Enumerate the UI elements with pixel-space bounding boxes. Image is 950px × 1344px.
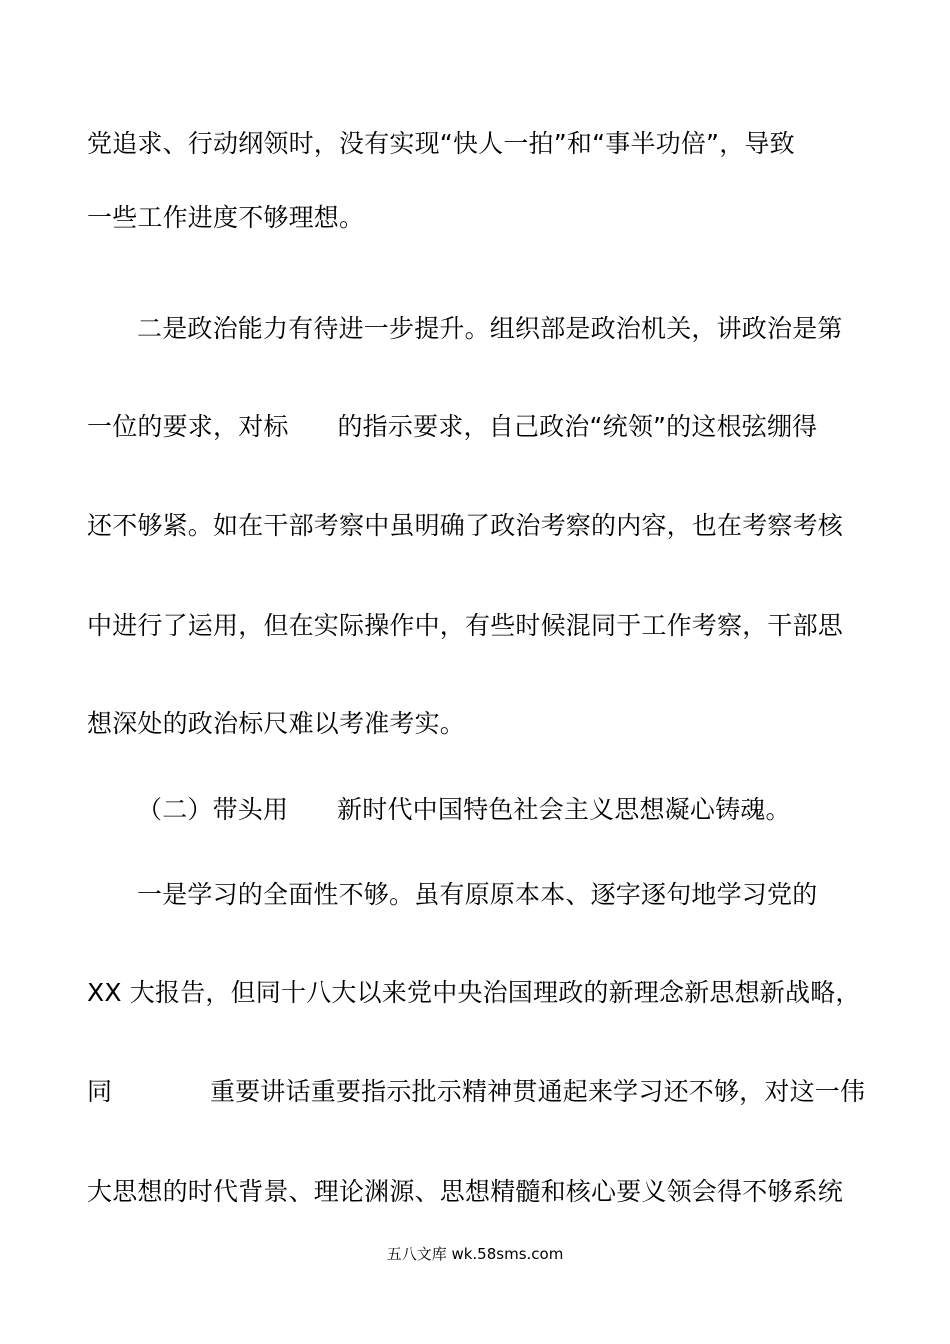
text-line: 中进行了运用，但在实际操作中，有些时候混同于工作考察，干部思 [87,611,844,640]
text-line: 想深处的政治标尺难以考准考实。 [87,709,466,738]
section-heading: （二）带头用 新时代中国特色社会主义思想凝心铸魂。 [137,795,791,824]
text-line: 二是政治能力有待进一步提升。组织部是政治机关，讲政治是第 [137,314,843,343]
text-line: XX 大报告，但同十八大以来党中央治国理政的新理念新思想新战略， [87,978,861,1007]
text-line: 同 重要讲话重要指示批示精神贯通起来学习还不够，对这一伟 [87,1077,866,1106]
text-line: 一位的要求，对标 的指示要求，自己政治“统领”的这根弦绷得 [87,412,818,441]
text-line: 党追求、行动纲领时，没有实现“快人一拍”和“事半功倍”，导致 [87,129,795,158]
text-line: 还不够紧。如在干部考察中虽明确了政治考察的内容，也在考察考核 [87,511,844,540]
text-line: 一是学习的全面性不够。虽有原原本本、逐字逐句地学习党的 [137,880,818,909]
text-line: 一些工作进度不够理想。 [87,203,365,232]
text-line: 大思想的时代背景、理论渊源、思想精髓和核心要义领会得不够系统 [87,1177,844,1206]
footer-watermark: 五八文库 wk.58sms.com [386,1245,564,1263]
